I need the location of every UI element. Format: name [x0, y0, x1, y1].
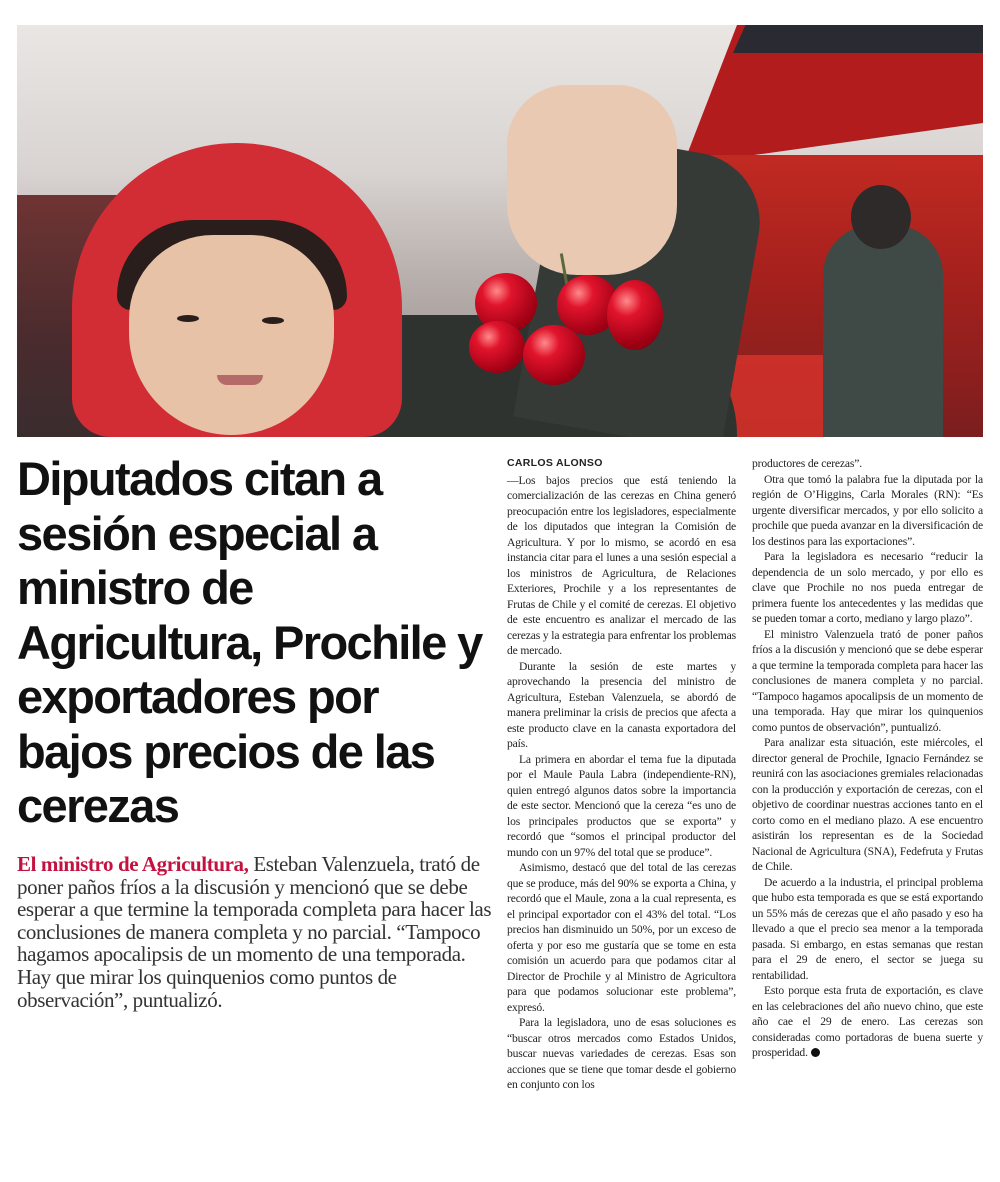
body-paragraph: —Los bajos precios que está teniendo la comercialización de las cerezas en China generó preocupación entre los legisladores, especialmente de los diputados que integran la Comisión de Agricultura. Y por lo mismo, se acordó en esa instancia citar para el lunes a una sesión especial a los ministros de Agricultura, de Relaciones Exteriores, Prochile y a los representantes de Frutas de Chile y el comité de cerezas. El objetivo de este encuentro es analizar el mercado de las cerezas y la estrategia para enfrentar los problemas de mercado. — [507, 473, 736, 657]
body-paragraph: Durante la sesión de este martes y aprovechando la presencia del ministro de Agricultura, Esteban Valenzuela, se abordó de manera preliminar la crisis de precios que afecta a este producto clave en la canasta exportadora del país. — [507, 659, 736, 750]
article-lead — [17, 853, 495, 1011]
photo-cherry — [469, 321, 525, 373]
article-column-2 — [752, 456, 983, 1061]
photo-roof-band — [733, 25, 983, 53]
photo-mouth — [217, 375, 263, 385]
body-paragraph: El ministro Valenzuela trató de poner paños fríos a la discusión y mencionó que se debe esperar a que termine la temporada completa para hacer las conclusiones de manera completa y no parcial. “Tampoco hagamos apocalipsis de un momento de una temporada. Hay que mirar los quinquenios como puntos de observación”, puntualizó. — [752, 627, 983, 734]
byline: CARLOS ALONSO — [507, 457, 603, 469]
lead-highlight: El ministro de Agricultura, — [17, 852, 249, 876]
photo-face — [129, 235, 334, 435]
body-paragraph: Otra que tomó la palabra fue la diputada por la región de O’Higgins, Carla Morales (RN): “Es urgente diversificar mercados, y por ello solicito a prochile que pueda avanzar en la diversificación de los destinos para las exportaciones”. — [752, 472, 983, 548]
photo-cherry — [523, 325, 585, 385]
photo-eye-right — [262, 317, 284, 324]
body-paragraph: Para analizar esta situación, este miércoles, el director general de Prochile, Ignacio Fernández se reunirá con las asociaciones gremiales relacionadas con la producción y exportación de cerezas, con el objetivo de coordinar nuestras acciones tanto en el corto como en el mediano plazo. A ese encuentro asistirán los representan es de la Sociedad Nacional de Agricultura (SNA), Fedefruta y Frutas de Chile. — [752, 736, 983, 873]
photo-hand — [507, 85, 677, 275]
body-paragraph: Para la legisladora, uno de esas soluciones es “buscar otros mercados como Estados Unidos, buscar nuevas variedades de cerezas. Esas son acciones que se tiene que tomar desde el gobierno en conjunto con los — [507, 1016, 736, 1091]
lead-text: Esteban Valenzuela, trató de poner paños fríos a la discusión y mencionó que se debe esperar a que termine la temporada completa para hacer las conclusiones de manera completa y no parcial. “Tampoco hagamos apocalipsis de un momento de una temporada. Hay que mirar los quinquenios como puntos de observación”, puntualizó. — [17, 852, 492, 1012]
final-paragraph-text: Esto porque esta fruta de exportación, es clave en las celebraciones del año nuevo chino, que este año cae el 29 de enero. Las cerezas son consideradas como portadoras de buena suerte y prosperidad. — [752, 984, 983, 1059]
article-photo — [17, 25, 983, 437]
end-of-article-icon — [811, 1048, 820, 1057]
photo-background-person — [823, 225, 943, 437]
body-paragraph: La primera en abordar el tema fue la diputada por el Maule Paula Labra (independiente-RN), quien entregó algunos datos sobre la importancia de este sector. Mencionó que la cereza “es uno de los principales productos que se exporta” y recordó que “somos el principal productor del mundo con un 97% del total que se produce”. — [507, 752, 736, 859]
body-paragraph: De acuerdo a la industria, el principal problema que hubo esta temporada es que se está exportando un 55% más de cerezas que el año pasado y eso ha llevado a que el precio sea menor a la temporada pasada. Si embargo, en estas semanas que restan para el 29 de enero, el sector se juega su rentabilidad. — [752, 875, 983, 982]
body-paragraph: productores de cerezas”. — [752, 457, 863, 470]
photo-eye-left — [177, 315, 199, 322]
photo-cherry — [607, 280, 663, 350]
article-column-1 — [507, 456, 736, 1093]
body-paragraph: Para la legisladora es necesario “reducir la dependencia de un solo mercado, y por ello es clave que Prochile no nos pueda entregar de primera fuente los antecedentes y las medidas que se pueden tomar a corto, mediano y largo plazo”. — [752, 550, 983, 625]
body-paragraph-final — [752, 983, 983, 1061]
article-headline: Diputados citan a sesión especial a ministro de Agricultura, Prochile y exportadores por bajos precios de las cerezas — [17, 452, 482, 832]
body-paragraph: Asimismo, destacó que del total de las cerezas que se produce, más del 90% se exporta a China, y recordó que el Maule, zona a la cual representa, es el principal exportador con el 43% del total. “Los precios han disminuido un 50%, por un exceso de oferta y por eso me gustaría que se tome en esta comisión un acuerdo para que podamos citar al Director de Prochile y al Ministro de Agricultora para que podamos solucionar este problema”, expresó. — [507, 861, 736, 1014]
